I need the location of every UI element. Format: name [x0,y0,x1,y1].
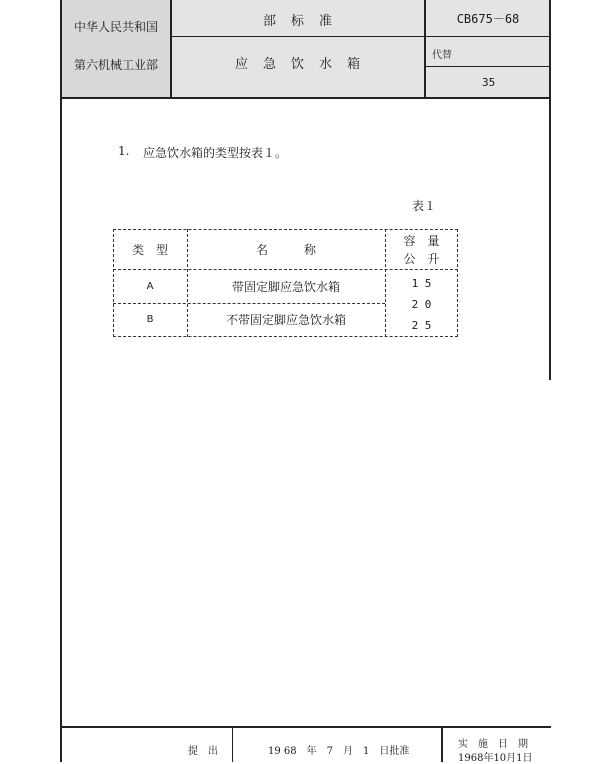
proposed-label: 提 出 [188,746,218,757]
item-text: 应急饮水箱的类型按表１。 [143,146,288,160]
type-table [113,229,458,337]
row-name: 带固定脚应急饮水箱 [231,279,340,294]
row-type: B [146,314,154,325]
capacity-value: 2 0 [411,297,432,311]
issuer-line-1: 中华人民共和国 [73,19,158,34]
item-number: 1. [118,144,130,158]
header-capacity-unit: 公 升 [403,251,440,266]
header-name: 名 称 [255,242,316,257]
header-type: 类 型 [131,242,168,257]
capacity-value: 1 5 [411,276,432,290]
row-type: A [146,280,154,292]
standard-level: 部 标 准 [262,13,333,29]
approval-date: 19 68 年 7 月 1 日批准 [268,746,410,757]
effective-date: 1968年10月1日 [458,753,533,764]
header-capacity: 容 量 [403,233,440,248]
issuer-line-2: 第六机械工业部 [73,57,158,72]
replaces-label: 代替 [432,50,452,61]
table-caption: 表１ [412,199,437,213]
standard-code: CB675－68 [456,11,520,26]
capacity-value: 2 5 [411,318,432,332]
document-title: 应 急 饮 水 箱 [234,56,361,72]
page-number: 35 [482,76,496,89]
row-name: 不带固定脚应急饮水箱 [225,313,346,327]
effective-label: 实 施 日 期 [458,739,528,750]
